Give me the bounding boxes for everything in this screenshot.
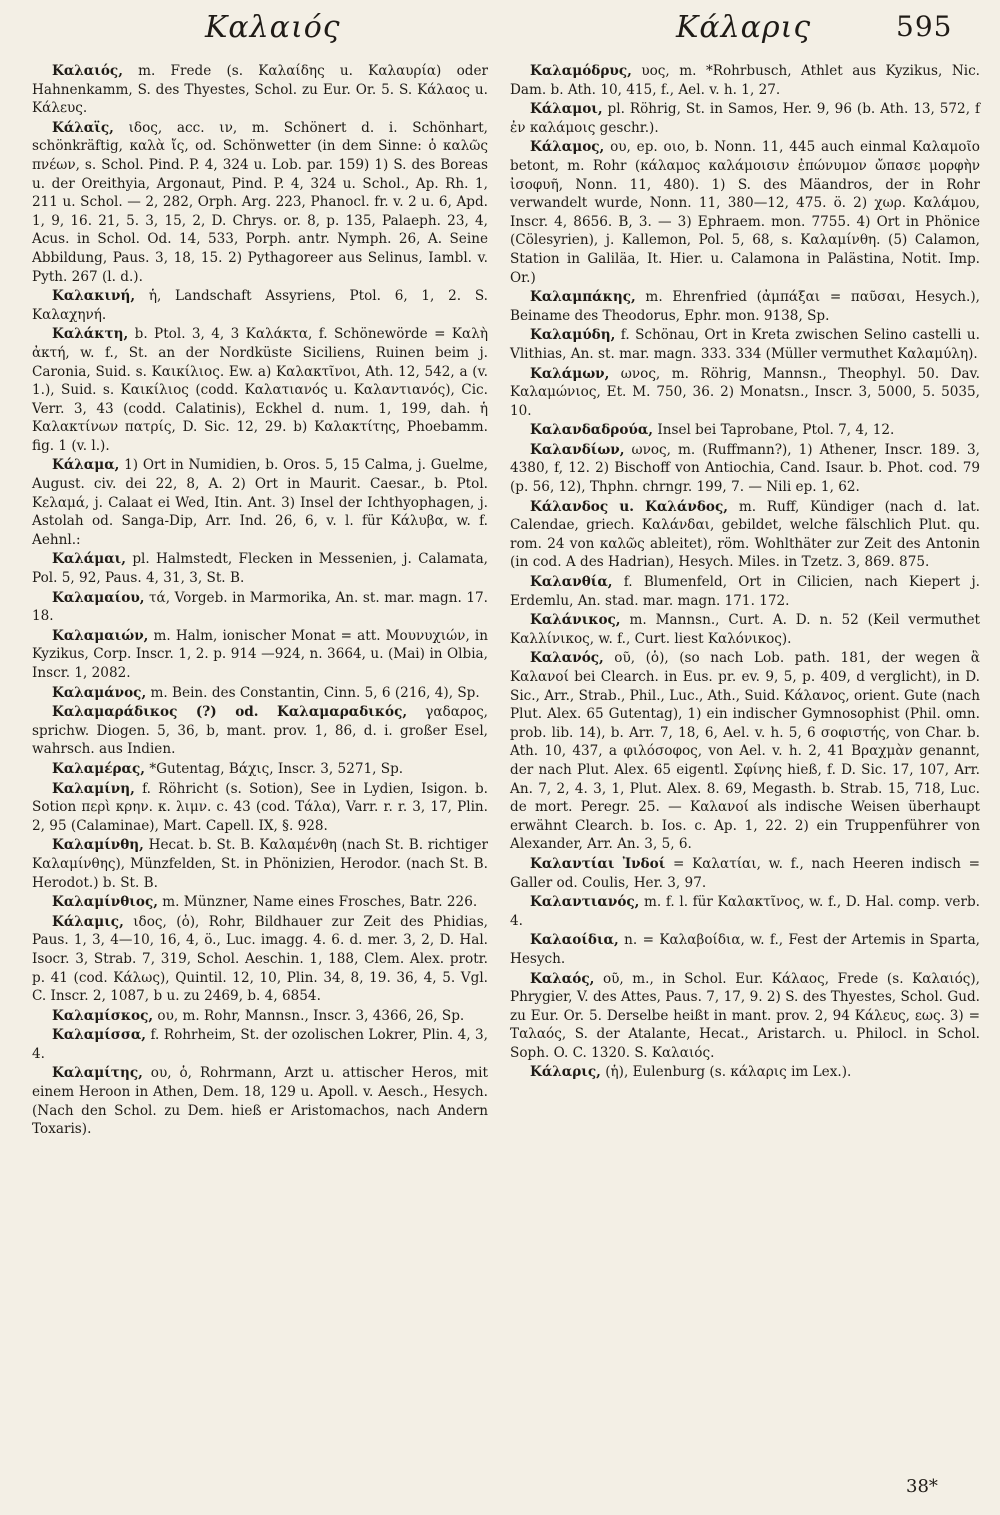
entry-headword: Καλαμίνθιος, xyxy=(52,894,158,911)
dictionary-entry xyxy=(32,1026,488,1063)
entry-headword: Καλαμίσσα, xyxy=(52,1027,147,1044)
entry-headword: Καλαοίδια, xyxy=(530,932,619,949)
entry-text: f. Röhricht (s. Sotion), See in Lydien, Isigon. b. Sotion περὶ κρην. κ. λιμν. c. 43 (cod. Τάλα), Varr. r. r. 3, 17, Plin. 2, 95 (Calaminae), Mart. Capell. IX, §. 928. xyxy=(32,780,488,834)
dictionary-entry xyxy=(510,1063,980,1082)
dictionary-entry xyxy=(32,1064,488,1138)
entry-headword: Καλάμαι, xyxy=(52,551,126,568)
dictionary-entry xyxy=(32,62,488,118)
entry-text: m. Mannsn., Curt. A. D. n. 52 (Keil vermuthet Καλλίνικος, w. f., Curt. liest Καλόνικος). xyxy=(510,612,980,647)
entry-headword: Καλακινή, xyxy=(52,288,136,305)
dictionary-entry xyxy=(510,931,980,968)
entry-text: (ἡ), Eulenburg (s. κάλαρις im Lex.). xyxy=(600,1064,852,1081)
entry-headword: Καλαμαιών, xyxy=(52,627,149,644)
entry-text: b. Ptol. 3, 4, 3 Καλάκτα, f. Schönewörde = Καλὴ ἀκτή, w. f., St. an der Nordküste Siciliens, Ruinen beim j. Caronia, Suid. s. Καικίλιος. Ew. a) Καλακτῖνοι, Ath. 12, 542, a (v. 1.), Suid. s. Καικίλιος (codd. Καλατιανός u. Καλαντιανός), Cic. Verr. 3, 43 (codd. Calatinis), Eckhel d. num. 1, 199, dah. ἡ Καλακτίνων πατρίς, D. Sic. 12, 29. b) Καλακτίτης, Phoebamm. fig. 1 (v. l.). xyxy=(32,326,488,454)
right-column xyxy=(510,62,980,1083)
entry-text: ωνος, m. Röhrig, Mannsn., Theophyl. 50. Dav. Καλαμώνιος, Et. M. 750, 36. 2) Monatsn., Inscr. 3, 5000, 5. 5035, 10. xyxy=(510,365,980,419)
entry-text: n. = Καλαβοίδια, w. f., Fest der Artemis in Sparta, Hesych. xyxy=(510,932,980,967)
dictionary-entry xyxy=(510,855,980,892)
entry-text: f. Schönau, Ort in Kreta zwischen Selino castelli u. Vlithias, An. st. mar. magn. 333. 334 (Müller vermuthet Καλαμύλη). xyxy=(510,327,980,362)
entry-headword: Καλαντιανός, xyxy=(530,894,640,911)
entry-text: γαδαρος, sprichw. Diogen. 5, 36, b, mant. prov. 1, 86, d. i. großer Esel, wahrsch. aus Indien. xyxy=(32,704,489,758)
dictionary-entry xyxy=(510,611,980,648)
entry-headword: Καλαιός, xyxy=(52,63,123,79)
entry-text: *Gutentag, Βάχις, Inscr. 3, 5271, Sp. xyxy=(145,760,404,777)
entry-text: m. Bein. des Constantin, Cinn. 5, 6 (216, 4), Sp. xyxy=(146,684,480,701)
entry-text: 1) Ort in Numidien, b. Oros. 5, 15 Calma, j. Guelme, August. civ. dei 22, 8, A. 2) Ort in Maurit. Caesar., b. Ptol. Κελαμά, j. Calaat ei Wed, Itin. Ant. 3) Insel der Ichthyophagen, j. Astolah od. Sanga-Dip, Arr. Ind. 26, 6, v. l. für Κάλυβα, w. f. Aehnl.: xyxy=(32,457,488,548)
entry-headword: Καλαμίνη, xyxy=(52,780,135,797)
dictionary-entry xyxy=(32,836,488,892)
dictionary-entry xyxy=(32,627,488,683)
dictionary-entry xyxy=(510,326,980,363)
dictionary-entry xyxy=(32,119,488,286)
entry-text: υος, m. *Rohrbusch, Athlet aus Kyzikus, Nic. Dam. b. Ath. 10, 415, f., Ael. v. h. 1, 27. xyxy=(510,63,980,98)
signature-mark: 38* xyxy=(906,1476,938,1497)
entry-headword: Καλανός, xyxy=(530,650,604,667)
entry-headword: Καλανδίων, xyxy=(530,441,625,458)
entry-text: m. Frede (s. Καλαίδης u. Καλαυρία) oder Hahnenkamm, S. des Thyestes, Schol. zu Eur. Or. 5. S. Κάλαος u. Κάλευς. xyxy=(32,63,488,117)
entry-text: ιδος, (ὁ), Rohr, Bildhauer zur Zeit des Phidias, Paus. 1, 3, 4—10, 16, 4, ö., Luc. imagg. 4. 6. d. mer. 3, 2, D. Hal. Isocr. 3, Strab. 7, 319, Schol. Aeschin. 1, 188, Clem. Alex. protr. p. 41 (cod. Κάλως), Quintil. 12, 10, Plin. 34, 8, 19. 36, 4, 5. Vgl. C. Inscr. 2, 1087, b u. zu 2469, b. 4, 6854. xyxy=(32,913,488,1005)
entry-headword: Καλαμίσκος, xyxy=(52,1007,154,1024)
entry-text: m. Münzner, Name eines Frosches, Batr. 226. xyxy=(157,894,478,911)
entry-text: Insel bei Taprobane, Ptol. 7, 4, 12. xyxy=(653,422,895,439)
dictionary-entry xyxy=(32,1007,488,1026)
entry-headword: Καλαμαίου, xyxy=(52,589,145,606)
entry-headword: Καλάκτη, xyxy=(52,326,129,343)
entry-headword: Κάλαρις, xyxy=(530,1064,601,1081)
dictionary-entry xyxy=(510,970,980,1063)
dictionary-entry xyxy=(510,441,980,497)
page-number: 595 xyxy=(896,10,953,43)
entry-headword: Κάλανδος u. Καλάνδος, xyxy=(530,498,729,515)
dictionary-entry xyxy=(510,421,980,440)
entry-text: m. f. l. für Καλακτῖνος, w. f., D. Hal. comp. verb. 4. xyxy=(510,894,980,929)
left-column xyxy=(32,62,488,1140)
entry-headword: Καλαμάνος, xyxy=(52,684,147,701)
entry-headword: Καλαμαράδικος (?) od. Καλαμαραδικός, xyxy=(52,704,408,721)
entry-text: pl. Röhrig, St. in Samos, Her. 9, 96 (b. Ath. 13, 572, f ἐν καλάμοις geschr.). xyxy=(510,101,980,136)
dictionary-entry xyxy=(32,287,488,324)
entry-headword: Κάλαϊς, xyxy=(52,119,114,136)
entry-text: τά, Vorgeb. in Marmorika, An. st. mar. magn. 17. 18. xyxy=(32,589,488,625)
entry-headword: Καλαμίνθη, xyxy=(52,837,144,854)
dictionary-entry xyxy=(32,456,488,549)
dictionary-entry xyxy=(32,893,488,912)
entry-text: Hecat. b. St. B. Καλαμένθη (nach St. B. richtiger Καλαμίνθης), Münzfelden, St. in Phönizien, Herodor. (nach St. B. Herodot.) b. St. B. xyxy=(32,837,488,891)
entry-text: pl. Halmstedt, Flecken in Messenien, j. Calamata, Pol. 5, 92, Paus. 4, 31, 3, St. B. xyxy=(32,551,488,587)
entry-headword: Καλανθία, xyxy=(530,574,613,591)
dictionary-entry xyxy=(32,703,488,759)
entry-headword: Καλαμπάκης, xyxy=(530,289,636,306)
entry-text: m. Halm, ionischer Monat = att. Μουνυχιών, in Kyzikus, Corp. Inscr. 1, 2. p. 914 —924, n. 3664, u. (Mai) in Olbia, Inscr. 1, 2082. xyxy=(32,627,488,681)
running-head-left: Καλαιός xyxy=(205,10,341,45)
dictionary-entry xyxy=(32,550,488,587)
entry-headword: Καλαμίτης, xyxy=(52,1065,143,1082)
entry-text: f. Blumenfeld, Ort in Cilicien, nach Kiepert j. Erdemlu, An. stad. mar. magn. 171. 172. xyxy=(510,574,980,609)
dictionary-entry xyxy=(510,365,980,421)
dictionary-entry xyxy=(32,760,488,779)
dictionary-entry xyxy=(510,573,980,610)
dictionary-entry xyxy=(32,684,488,703)
entry-headword: Καλαντίαι Ἰνδοί xyxy=(530,855,666,872)
entry-text: ιδος, acc. ιν, m. Schönert d. i. Schönhart, schönkräftig, καλὰ ἴς, od. Schönwetter (in dem Sinne: ὁ καλῶς πνέων, s. Schol. Pind. P. 4, 324 u. Lob. par. 159) 1) S. des Boreas u. der Oreithyia, Argonaut, Pind. P. 4, 324 u. Schol., Ap. Rh. 1, 211 u. Schol. — 2, 282, Orph. Arg. 223, Phanocl. fr. v. 2 u. 6, Apd. 1, 9, 16. 21, 5. 3, 15, 2, D. Chrys. or. 8, p. 135, Palaeph. 23, 4, Acus. in Schol. Od. 14, 533, Porph. antr. Nymph. 26, A. Seine Abbildung, Paus. 3, 18, 15. 2) Pythagoreer aus Selinus, Iambl. v. Pyth. 267 (l. d.). xyxy=(32,119,488,285)
dictionary-entry xyxy=(510,100,980,137)
dictionary-entry xyxy=(32,913,488,1006)
entry-headword: Κάλαμα, xyxy=(52,457,120,474)
dictionary-entry xyxy=(510,498,980,572)
entry-headword: Καλαμέρας, xyxy=(52,760,145,777)
entry-headword: Κάλαμοι, xyxy=(530,101,603,118)
entry-text: οῦ, m., in Schol. Eur. Κάλαος, Frede (s. Καλαιός), Phrygier, V. des Attes, Paus. 7, 17, 9. 2) S. des Thyestes, Schol. Gud. zu Eur. Or. 5. Derselbe heißt in mant. prov. 2, 94 Κάλευς, εως. 3) = Ταλαός, S. der Atalante, Hecat., Aristarch. u. Philocl. in Schol. Soph. O. C. 1320. S. Καλαιός. xyxy=(510,970,980,1061)
entry-text: ου, ὁ, Rohrmann, Arzt u. attischer Heros, mit einem Heroon in Athen, Dem. 18, 129 u. Apoll. v. Aesch., Hesych. (Nach den Schol. zu Dem. hieß er Aristomachos, nach Andern Toxaris). xyxy=(32,1065,488,1138)
entry-headword: Καλάμων, xyxy=(530,365,610,382)
dictionary-entry xyxy=(510,138,980,287)
entry-text: ου, ep. οιο, b. Nonn. 11, 445 auch einmal Καλαμοῖο betont, m. Rohr (κάλαμος καλάμοισιν ἐπώνυμον ὤπασε μορφὴν ἰσοφυῆ, Nonn. 11, 480). 1) S. des Mäandros, der in Rohr verwandelt wurde, Nonn. 11, 380—12, 475. ö. 2) χωρ. Καλάμου, Inscr. 4, 8656. B, 3. — 3) Ephraem. mon. 7755. 4) Ort in Phönice (Cölesyrien), j. Kallemon, Pol. 5, 68, s. Καλαμίνθη. (5) Calamon, Station in Galiläa, It. Hier. u. Calamona in Palästina, Notit. Imp. Or.) xyxy=(510,139,980,286)
entry-text: = Καλατίαι, w. f., nach Heeren indisch = Galler od. Coulis, Her. 3, 97. xyxy=(510,855,980,891)
entry-text: ωνος, m. (Ruffmann?), 1) Athener, Inscr. 189. 3, 4380, f, 12. 2) Bischoff von Antiochia, Cand. Isaur. b. Phot. cod. 79 (p. 56, 12), Thphn. chrngr. 199, 7. — Nili ep. 1, 62. xyxy=(510,441,980,496)
entry-text: m. Ruff, Kündiger (nach d. lat. Calendae, griech. Καλάνδαι, gebildet, welche fälschlich Plut. qu. rom. 24 von καλῶς ableitet), röm. Wohlthäter zur Zeit des Antonin (in cod. A des Hadrian), Hesych. Miles. in Tzetz. 3, 869. 875. xyxy=(510,498,980,571)
entry-headword: Καλαμόδρυς, xyxy=(530,63,632,79)
dictionary-entry xyxy=(510,62,980,99)
entry-text: οῦ, (ὁ), (so nach Lob. path. 181, der wegen ἃ Καλανοί bei Clearch. in Eus. pr. ev. 9, 5, p. 409, d verglicht), in D. Sic., Arr., Strab., Phil., Luc., Ath., Suid. Κάλανος, orient. Gute (nach Plut. Alex. 65 Gutentag), 1) ein indischer Gymnosophist (Phil. omn. prob. lib. 14), b. Arr. 7, 18, 6, Ael. v. h. 5, 6 σοφιστής, von Char. b. Ath. 10, 437, a φιλόσοφος, von Ael. v. h. 2, 41 Βραχμὰν genannt, der nach Plut. Alex. 65 eigentl. Σφίνης hieß, f. D. Sic. 17, 107, Arr. An. 7, 2, 4. 3, 1, Plut. Alex. 8. 69, Megasth. b. Strab. 15, 718, Luc. de mort. Peregr. 25. — Καλανοί als indische Weisen überhaupt erwähnt Clearch. b. Ios. c. Ap. 1, 22. 2) ein Truppenführer von Alexander, Arr. An. 3, 5, 6. xyxy=(510,650,980,853)
entry-headword: Καλαός, xyxy=(530,970,595,987)
entry-text: ἡ, Landschaft Assyriens, Ptol. 6, 1, 2. S. Καλαχηνή. xyxy=(32,288,488,323)
dictionary-entry xyxy=(32,780,488,836)
entry-text: m. Ehrenfried (ἀμπάξαι = παῦσαι, Hesych.), Beiname des Theodorus, Ephr. mon. 9138, Sp. xyxy=(510,289,980,324)
dictionary-entry xyxy=(510,893,980,930)
entry-headword: Κάλαμις, xyxy=(52,913,124,930)
entry-headword: Κάλαμος, xyxy=(530,139,605,156)
dictionary-entry xyxy=(32,589,488,626)
entry-text: ου, m. Rohr, Mannsn., Inscr. 3, 4366, 26, Sp. xyxy=(153,1007,465,1024)
dictionary-entry xyxy=(32,325,488,455)
entry-headword: Καλαμύδη, xyxy=(530,327,616,344)
dictionary-entry xyxy=(510,649,980,854)
page-header xyxy=(0,0,1000,60)
dictionary-entry xyxy=(510,288,980,325)
entry-headword: Καλανδαδρούα, xyxy=(530,422,654,439)
running-head-right: Κάλαρις xyxy=(676,10,812,45)
entry-text: f. Rohrheim, St. der ozolischen Lokrer, Plin. 4, 3, 4. xyxy=(32,1027,488,1062)
entry-headword: Καλάνικος, xyxy=(530,612,621,629)
